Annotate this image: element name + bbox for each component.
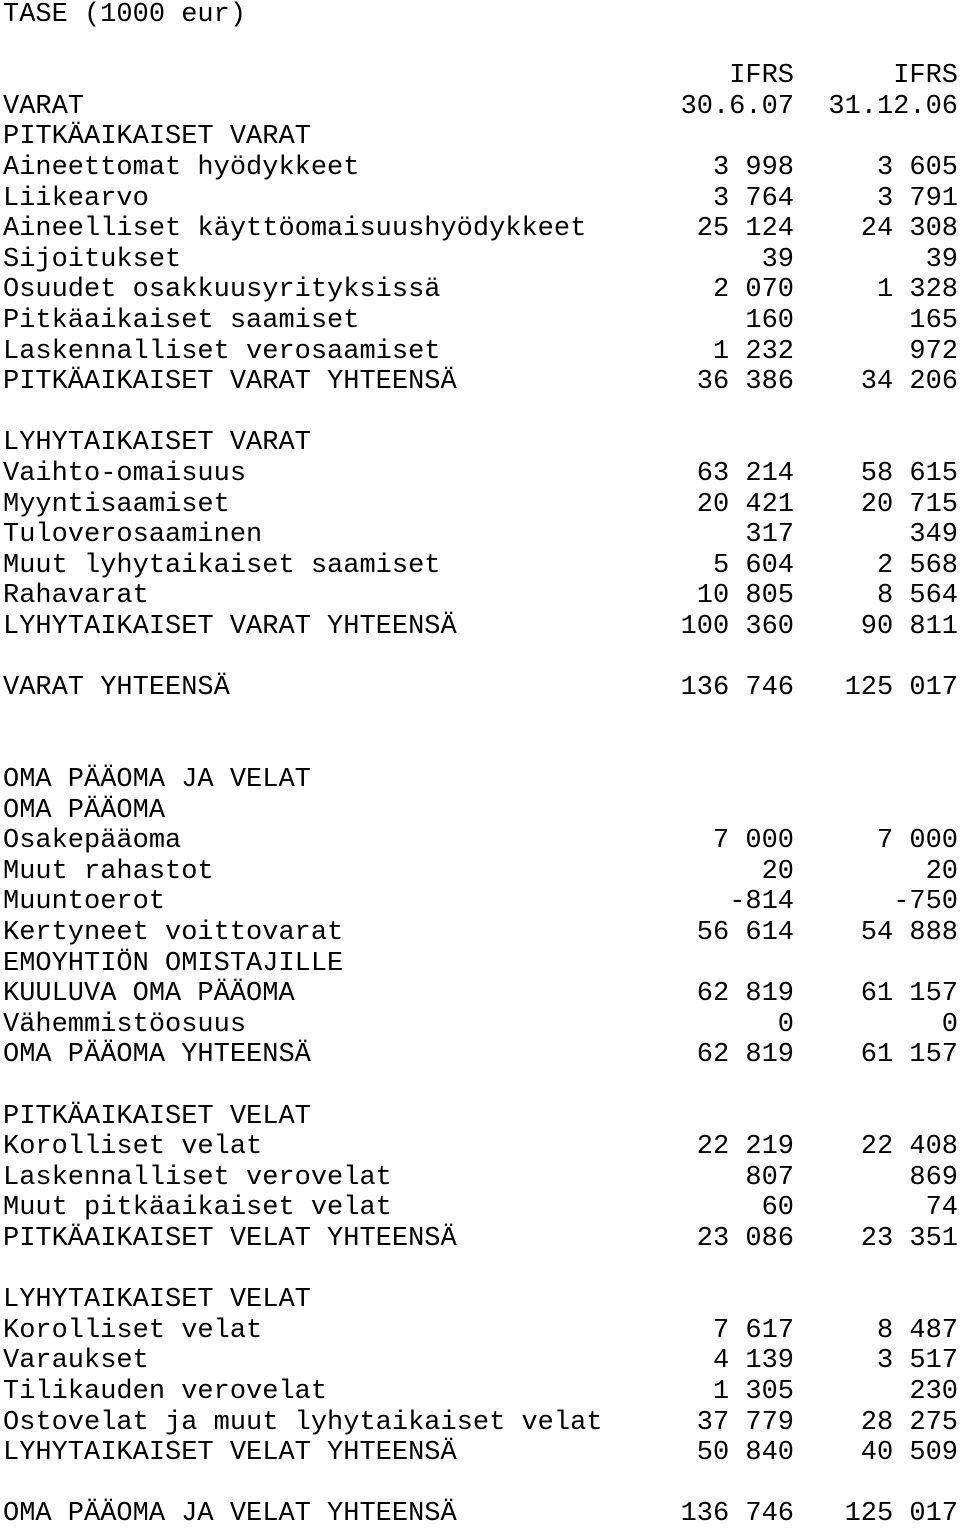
value-30-6-07: 50 840 xyxy=(696,1438,794,1469)
table-row xyxy=(3,1346,958,1377)
table-row xyxy=(3,918,958,949)
value-31-12-06: 125 017 xyxy=(844,673,958,704)
row-label: Kertyneet voittovarat xyxy=(3,918,344,948)
value-30-6-07: 22 219 xyxy=(696,1132,794,1163)
table-row xyxy=(3,673,958,704)
table-row xyxy=(3,1285,958,1316)
table-row xyxy=(3,887,958,918)
row-label: EMOYHTIÖN OMISTAJILLE xyxy=(3,948,344,979)
value-31-12-06: 24 308 xyxy=(860,214,958,245)
value-31-12-06: 349 xyxy=(909,520,958,551)
table-row xyxy=(3,367,958,398)
table-row xyxy=(3,857,958,888)
row-label: Varaukset xyxy=(3,1346,149,1377)
value-31-12-06: 972 xyxy=(909,336,958,367)
value-31-12-06: 869 xyxy=(909,1162,958,1193)
table-row xyxy=(3,826,958,857)
table-row xyxy=(3,1102,958,1133)
value-31-12-06: 90 811 xyxy=(860,612,958,642)
value-31-12-06: 61 157 xyxy=(860,1040,958,1071)
row-label: Vaihto-omaisuus xyxy=(3,459,247,489)
table-row xyxy=(3,1316,958,1347)
value-31-12-06: 230 xyxy=(909,1377,958,1407)
table-row xyxy=(3,765,958,796)
value-31-12-06: 34 206 xyxy=(860,367,958,398)
value-31-12-06: 165 xyxy=(909,306,958,336)
value-30-6-07: 160 xyxy=(745,306,794,336)
value-31-12-06: 2 568 xyxy=(876,550,958,581)
row-label: Muuntoerot xyxy=(3,887,166,918)
row-label: PITKÄAIKAISET VARAT YHTEENSÄ xyxy=(3,367,457,398)
table-row xyxy=(3,275,958,306)
table-row xyxy=(3,122,958,153)
value-31-12-06: 31.12.06 xyxy=(828,91,958,122)
value-30-6-07: 1 232 xyxy=(712,336,794,367)
table-row xyxy=(3,398,958,429)
value-31-12-06: 8 487 xyxy=(876,1315,958,1346)
value-30-6-07: 20 421 xyxy=(696,489,794,520)
table-row xyxy=(3,1469,958,1500)
value-31-12-06: 22 408 xyxy=(860,1132,958,1163)
value-31-12-06: IFRS xyxy=(893,61,958,92)
table-row xyxy=(3,581,958,612)
value-30-6-07: 7 000 xyxy=(712,826,794,857)
row-label: LYHYTAIKAISET VELAT YHTEENSÄ xyxy=(3,1438,457,1469)
value-30-6-07: 36 386 xyxy=(696,367,794,398)
value-31-12-06: 20 715 xyxy=(860,489,958,520)
table-row xyxy=(3,643,958,674)
value-30-6-07: 136 746 xyxy=(680,1499,794,1530)
value-30-6-07: IFRS xyxy=(729,61,794,92)
row-label: Laskennalliset verovelat xyxy=(3,1162,392,1193)
table-row xyxy=(3,490,958,521)
value-31-12-06: 1 328 xyxy=(876,275,958,306)
row-label: Muut pitkäaikaiset velat xyxy=(3,1193,392,1224)
row-label: Tuloverosaaminen xyxy=(3,520,263,551)
table-row xyxy=(3,1132,958,1163)
row-label: Tilikauden verovelat xyxy=(3,1377,328,1407)
table-row xyxy=(3,1377,958,1408)
table-row xyxy=(3,184,958,215)
value-31-12-06: 3 791 xyxy=(876,183,958,214)
value-31-12-06: 3 605 xyxy=(876,153,958,183)
row-label: VARAT YHTEENSÄ xyxy=(3,673,230,704)
table-row xyxy=(3,245,958,276)
table-row xyxy=(3,459,958,490)
table-row xyxy=(3,31,958,62)
table-row xyxy=(3,1499,958,1530)
table-row xyxy=(3,1071,958,1102)
value-30-6-07: 37 779 xyxy=(696,1407,794,1438)
row-label: Osakepääoma xyxy=(3,826,182,857)
table-row xyxy=(3,61,958,92)
value-31-12-06: 58 615 xyxy=(860,459,958,489)
value-30-6-07: 30.6.07 xyxy=(680,91,794,122)
value-31-12-06: 20 xyxy=(925,856,958,887)
table-row xyxy=(3,428,958,459)
row-label: Vähemmistöosuus xyxy=(3,1009,247,1040)
table-row xyxy=(3,551,958,582)
row-label: Aineettomat hyödykkeet xyxy=(3,153,360,183)
row-label: PITKÄAIKAISET VELAT YHTEENSÄ xyxy=(3,1224,457,1254)
value-30-6-07: 807 xyxy=(745,1162,794,1193)
value-30-6-07: 317 xyxy=(745,520,794,551)
row-label: Pitkäaikaiset saamiset xyxy=(3,306,360,336)
table-row xyxy=(3,337,958,368)
row-label: PITKÄAIKAISET VELAT xyxy=(3,1101,311,1132)
value-30-6-07: 62 819 xyxy=(696,979,794,1010)
value-30-6-07: 23 086 xyxy=(696,1224,794,1254)
table-row xyxy=(3,704,958,735)
table-row xyxy=(3,520,958,551)
value-31-12-06: 54 888 xyxy=(860,918,958,948)
value-30-6-07: 0 xyxy=(777,1009,794,1040)
row-label: Laskennalliset verosaamiset xyxy=(3,336,441,367)
value-30-6-07: 25 124 xyxy=(696,214,794,245)
row-label: Myyntisaamiset xyxy=(3,489,230,520)
row-label: KUULUVA OMA PÄÄOMA xyxy=(3,979,295,1010)
table-row xyxy=(3,734,958,765)
row-label: OMA PÄÄOMA YHTEENSÄ xyxy=(3,1040,311,1071)
table-row xyxy=(3,1224,958,1255)
document-title-line xyxy=(3,0,958,31)
table-row xyxy=(3,306,958,337)
row-label: Korolliset velat xyxy=(3,1132,263,1163)
table-row xyxy=(3,214,958,245)
value-30-6-07: 39 xyxy=(761,244,794,275)
row-label: Aineelliset käyttöomaisuushyödykkeet xyxy=(3,214,587,245)
row-label: Ostovelat ja muut lyhytaikaiset velat xyxy=(3,1407,603,1438)
table-row xyxy=(3,1040,958,1071)
row-label: OMA PÄÄOMA JA VELAT YHTEENSÄ xyxy=(3,1499,457,1530)
value-30-6-07: 7 617 xyxy=(712,1315,794,1346)
value-30-6-07: 100 360 xyxy=(680,612,794,642)
value-31-12-06: 28 275 xyxy=(860,1407,958,1438)
value-30-6-07: 2 070 xyxy=(712,275,794,306)
row-label: Sijoitukset xyxy=(3,244,182,275)
value-30-6-07: 62 819 xyxy=(696,1040,794,1071)
value-30-6-07: 60 xyxy=(761,1193,794,1224)
value-30-6-07: 3 998 xyxy=(712,153,794,183)
document-title: TASE (1000 eur) xyxy=(3,0,247,30)
table-row xyxy=(3,153,958,184)
value-31-12-06: 125 017 xyxy=(844,1499,958,1530)
value-30-6-07: 20 xyxy=(761,856,794,887)
value-31-12-06: 7 000 xyxy=(876,826,958,857)
table-row xyxy=(3,1193,958,1224)
row-label: Muut lyhytaikaiset saamiset xyxy=(3,550,441,581)
table-row xyxy=(3,92,958,123)
value-30-6-07: 4 139 xyxy=(712,1346,794,1377)
value-30-6-07: 136 746 xyxy=(680,673,794,704)
table-row xyxy=(3,1010,958,1041)
value-31-12-06: 8 564 xyxy=(876,581,958,612)
row-label: OMA PÄÄOMA xyxy=(3,795,166,826)
table-row xyxy=(3,796,958,827)
row-label: LYHYTAIKAISET VELAT xyxy=(3,1285,311,1316)
row-label: OMA PÄÄOMA JA VELAT xyxy=(3,765,311,795)
value-31-12-06: 0 xyxy=(941,1009,958,1040)
table-row xyxy=(3,1438,958,1469)
value-31-12-06: 61 157 xyxy=(860,979,958,1010)
row-label: Liikearvo xyxy=(3,183,149,214)
value-30-6-07: 10 805 xyxy=(696,581,794,612)
value-30-6-07: 3 764 xyxy=(712,183,794,214)
value-30-6-07: 5 604 xyxy=(712,550,794,581)
value-31-12-06: 74 xyxy=(925,1193,958,1224)
table-row xyxy=(3,1255,958,1286)
value-30-6-07: 1 305 xyxy=(712,1377,794,1407)
row-label: Rahavarat xyxy=(3,581,149,612)
row-label: PITKÄAIKAISET VARAT xyxy=(3,122,311,153)
value-31-12-06: 3 517 xyxy=(876,1346,958,1377)
value-31-12-06: 39 xyxy=(925,244,958,275)
table-row xyxy=(3,612,958,643)
value-31-12-06: 40 509 xyxy=(860,1438,958,1469)
value-31-12-06: -750 xyxy=(893,887,958,918)
value-31-12-06: 23 351 xyxy=(860,1224,958,1254)
row-label: LYHYTAIKAISET VARAT xyxy=(3,428,311,459)
row-label: VARAT xyxy=(3,91,85,122)
row-label: Osuudet osakkuusyrityksissä xyxy=(3,275,441,306)
value-30-6-07: 63 214 xyxy=(696,459,794,489)
table-row xyxy=(3,979,958,1010)
value-30-6-07: -814 xyxy=(729,887,794,918)
table-row xyxy=(3,1163,958,1194)
row-label: Muut rahastot xyxy=(3,856,214,887)
value-30-6-07: 56 614 xyxy=(696,918,794,948)
table-row xyxy=(3,949,958,980)
table-row xyxy=(3,1408,958,1439)
row-label: Korolliset velat xyxy=(3,1315,263,1346)
row-label: LYHYTAIKAISET VARAT YHTEENSÄ xyxy=(3,612,457,642)
